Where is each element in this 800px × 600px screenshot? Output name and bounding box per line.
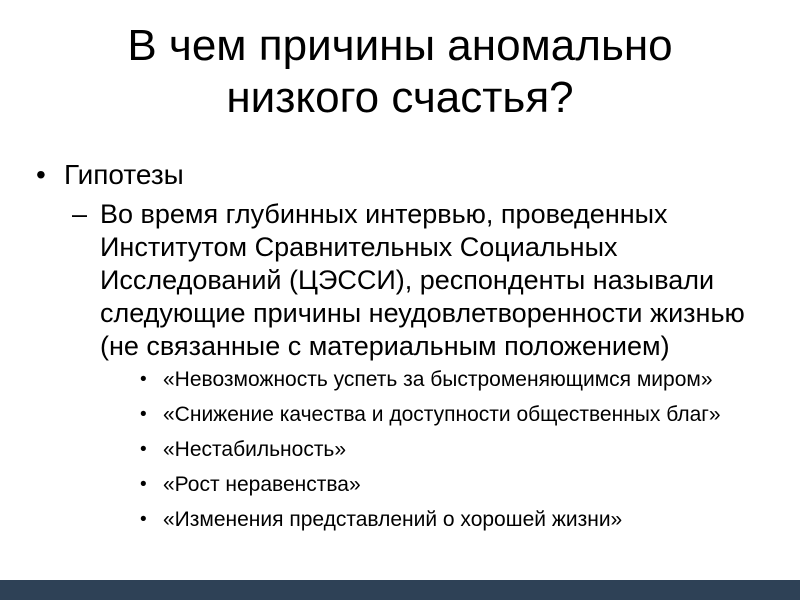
title-line-2: низкого счастья? [226, 73, 574, 122]
bullet-dot-icon: • [36, 159, 46, 190]
level3-item-text: «Нестабильность» [163, 438, 347, 461]
level2-line-4: следующие причины неудовлетворенности жизнью [100, 298, 745, 328]
bullet-level1-hypotheses [36, 158, 800, 192]
level3-item-text: «Рост неравенства» [163, 473, 361, 496]
level3-item-text: «Невозможность успеть за быстроменяющимся миром» [163, 368, 713, 391]
bullet-dot-icon: • [140, 404, 147, 425]
dash-icon: – [72, 199, 88, 229]
level2-line-3: Исследований (ЦЭССИ), респонденты называли [100, 265, 715, 295]
bullet-level2-interviews [72, 198, 800, 363]
bullet-dot-icon: • [140, 474, 147, 495]
bullet-dot-icon: • [140, 439, 147, 460]
level3-item-text: «Изменения представлений о хорошей жизни» [163, 508, 623, 531]
bullet-dot-icon: • [140, 369, 147, 390]
list-item [140, 368, 800, 392]
bullet-dot-icon: • [140, 509, 147, 530]
list-item [140, 403, 800, 427]
level2-line-5: (не связанные с материальным положением) [100, 331, 670, 361]
list-item [140, 473, 800, 497]
bottom-bar [0, 580, 800, 600]
level3-item-text: «Снижение качества и доступности общественных благ» [163, 403, 721, 426]
bullet-level1-text: Гипотезы [64, 159, 184, 190]
level2-line-2: Институтом Сравнительных Социальных [100, 232, 618, 262]
level2-line-1: Во время глубинных интервью, проведенных [100, 199, 668, 229]
list-item [140, 508, 800, 532]
list-item [140, 438, 800, 462]
bullet-level3-list [140, 368, 800, 532]
slide-title [0, 0, 800, 124]
bullet-level2-text [100, 198, 745, 363]
slide-body [0, 158, 800, 532]
title-line-1: В чем причины аномально [127, 21, 673, 70]
